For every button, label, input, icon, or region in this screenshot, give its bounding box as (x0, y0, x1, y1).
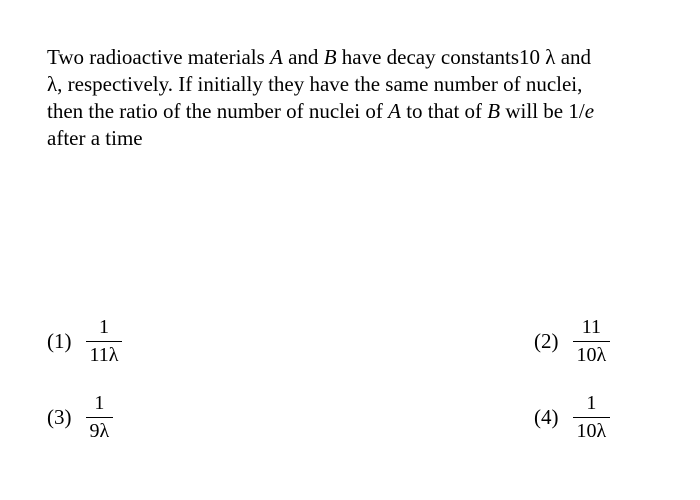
question-line: Two radioactive materials A and B have decay constants10 λ and (47, 45, 592, 69)
option-number: (1) (47, 329, 72, 353)
fraction-denominator: 10λ (576, 420, 607, 442)
question-line: λ, respectively. If initially they have the same number of nuclei, (47, 72, 583, 96)
fraction-numerator: 1 (586, 392, 597, 414)
option-1[interactable] (47, 316, 122, 367)
fraction-numerator: 1 (98, 316, 109, 338)
option-3[interactable] (47, 392, 113, 443)
fraction-numerator: 11 (581, 316, 601, 338)
option-fraction (573, 392, 611, 443)
question-line: after a time (47, 126, 143, 150)
option-number: (2) (534, 329, 559, 353)
option-fraction (86, 316, 123, 367)
option-fraction (86, 392, 114, 443)
fraction-denominator: 11λ (89, 344, 119, 366)
option-number: (3) (47, 405, 72, 429)
option-number: (4) (534, 405, 559, 429)
fraction-numerator: 1 (94, 392, 105, 414)
option-fraction (573, 316, 611, 367)
question-text (47, 44, 627, 152)
option-2[interactable] (534, 316, 610, 367)
option-4[interactable] (534, 392, 610, 443)
question-line: then the ratio of the number of nuclei of A to that of B will be 1/e (47, 99, 595, 123)
fraction-denominator: 9λ (89, 420, 110, 442)
fraction-denominator: 10λ (576, 344, 607, 366)
